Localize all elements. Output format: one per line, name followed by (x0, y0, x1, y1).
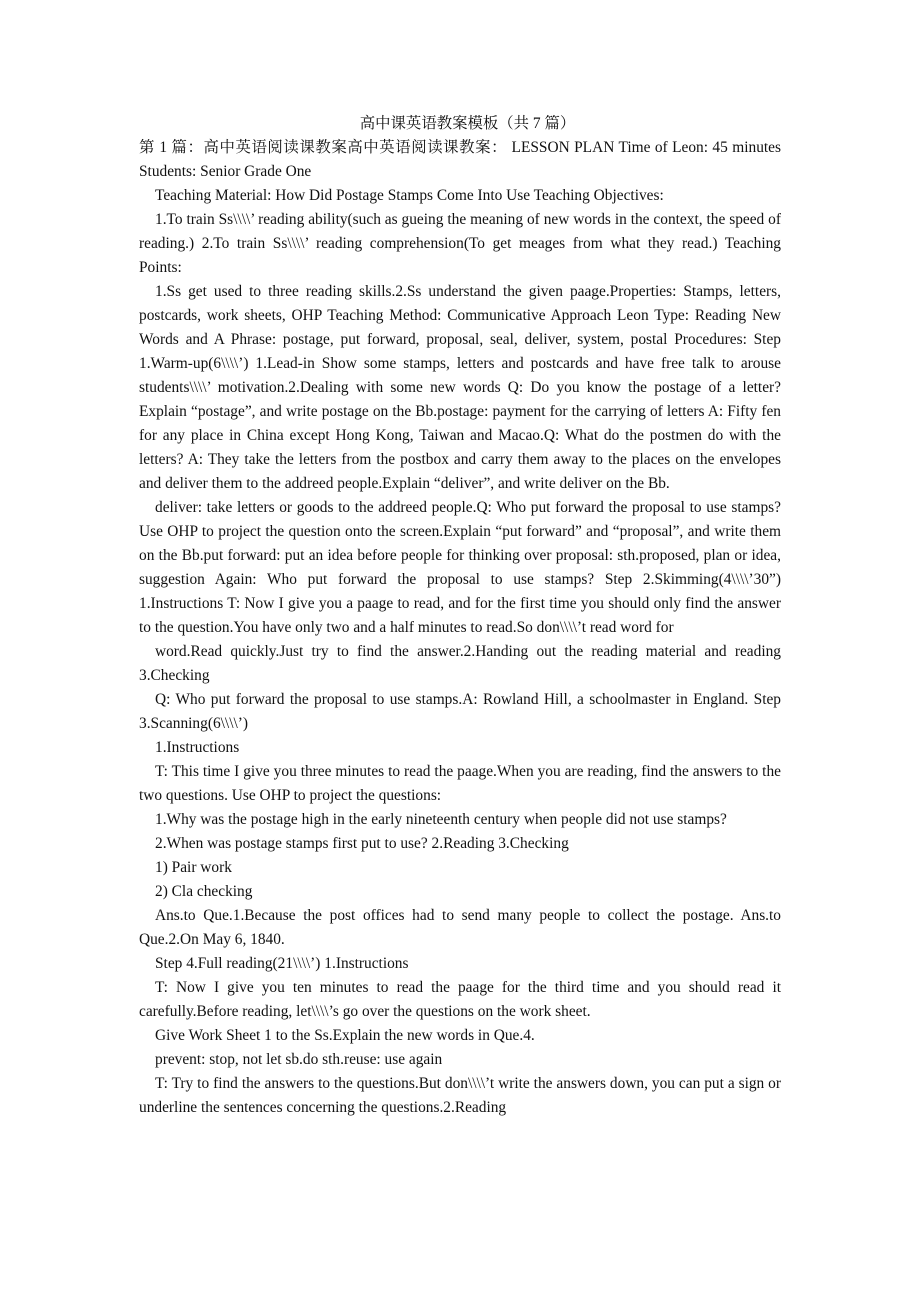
paragraph: 1) Pair work (155, 859, 232, 876)
paragraph: Ans.to Que.1.Because the post offices had to send many people to collect the postage. Ans.to Que.2.On May 6, 1840. (139, 907, 781, 948)
paragraph: T: This time I give you three minutes to read the paage.When you are reading, find the answers to the two questions. Use OHP to project the questions: (139, 763, 781, 804)
paragraph: word.Read quickly.Just try to find the answer.2.Handing out the reading material and reading 3.Checking (139, 643, 781, 684)
paragraph: 1.Ss get used to three reading skills.2.Ss understand the given paage.Properties: Stamps, letters, postcards, work sheets, OHP Teaching Method: Communicative Approach Leon Type: Reading New Words and A Phrase: postage, put forward, proposal, seal, deliver, system, postal Procedures: Step 1.Warm-up(6\\\\’) 1.Lead-in Show some stamps, letters and postcards and have free talk to arouse students\\\\’ motivation.2.Dealing with some new words Q: Do you know the postage of a letter? Explain “postage”, and write postage on the Bb.postage: payment for the carrying of letters A: Fifty fen for any place in China except Hong Kong, Taiwan and Macao.Q: What do the postmen do with the letters? A: They take the letters from the postbox and carry them away to the places on the envelopes and deliver them to the addreed people.Explain “deliver”, and write deliver on the Bb. (139, 283, 781, 492)
paragraph: T: Try to find the answers to the questions.But don\\\\’t write the answers down, you can put a sign or underline the sentences concerning the questions.2.Reading (139, 1075, 781, 1116)
paragraph: Give Work Sheet 1 to the Ss.Explain the new words in Que.4. (155, 1027, 535, 1044)
paragraph: 2) Cla checking (155, 883, 253, 900)
paragraph: prevent: stop, not let sb.do sth.reuse: use again (155, 1051, 443, 1068)
document-page (139, 112, 781, 1120)
paragraph: Teaching Material: How Did Postage Stamps Come Into Use Teaching Objectives: (155, 187, 664, 204)
paragraph: Q: Who put forward the proposal to use stamps.A: Rowland Hill, a schoolmaster in England. Step 3.Scanning(6\\\\’) (139, 691, 781, 732)
paragraph: 2.When was postage stamps first put to use? 2.Reading 3.Checking (155, 835, 569, 852)
paragraph: Step 4.Full reading(21\\\\’) 1.Instructions (155, 955, 409, 972)
document-body (139, 136, 781, 1120)
paragraph: 1.Why was the postage high in the early nineteenth century when people did not use stamps? (155, 811, 727, 828)
document-title: 高中课英语教案模板（共 7 篇） (359, 115, 576, 132)
paragraph: deliver: take letters or goods to the addreed people.Q: Who put forward the proposal to use stamps? Use OHP to project the question onto the screen.Explain “put forward” and “proposal”, and write them on the Bb.put forward: put an idea before people for thinking over proposal: sth.proposed, plan or idea, suggestion Again: Who put forward the proposal to use stamps? Step 2.Skimming(4\\\\’30”) 1.Instructions T: Now I give you a paage to read, and for the first time you should only find the answer to the question.You have only two and a half minutes to read.So don\\\\’t read word for (139, 499, 781, 636)
paragraph: 1.Instructions (155, 739, 240, 756)
paragraph: 1.To train Ss\\\\’ reading ability(such as gueing the meaning of new words in the context, the speed of reading.) 2.To train Ss\\\\’ reading comprehension(To get meages from what they read.) Teaching Points: (139, 211, 781, 276)
paragraph: T: Now I give you ten minutes to read the paage for the third time and you should read it carefully.Before reading, let\\\\’s go over the questions on the work sheet. (139, 979, 781, 1020)
paragraph: 第 1 篇：高中英语阅读课教案高中英语阅读课教案： LESSON PLAN Time of Leon: 45 minutes Students: Senior Grade One (139, 139, 781, 180)
